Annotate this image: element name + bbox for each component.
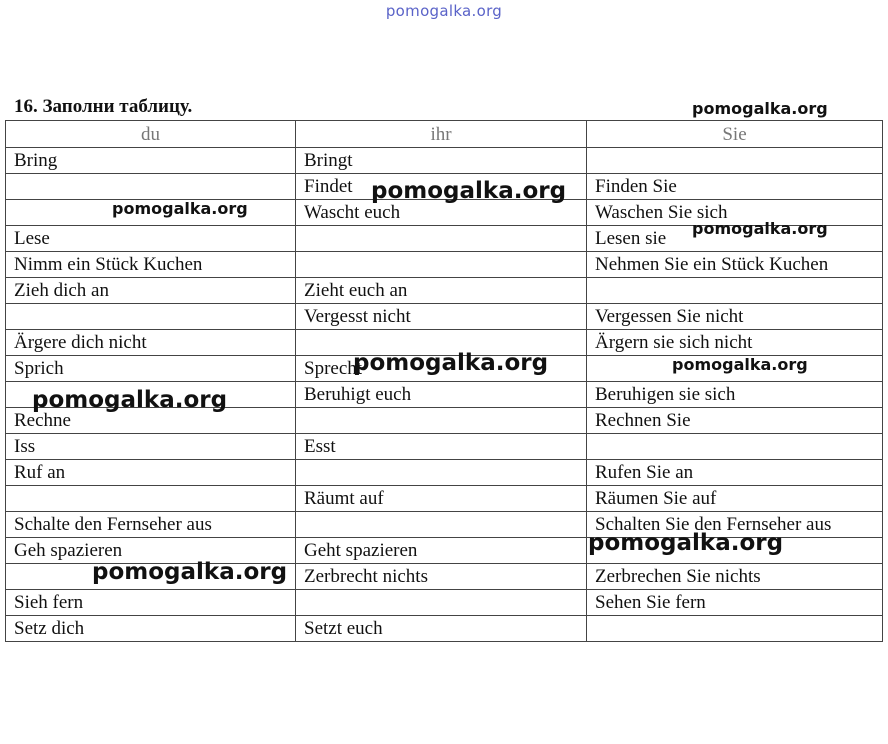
table-cell-ihr: Zieht euch an xyxy=(296,278,587,304)
table-cell-sie: Beruhigen sie sich xyxy=(587,382,883,408)
table-cell-du: Rechne xyxy=(6,408,296,434)
table-cell-du: Nimm ein Stück Kuchen xyxy=(6,252,296,278)
table-row xyxy=(6,278,883,304)
table-cell-ihr: Setzt euch xyxy=(296,616,587,642)
watermark-text: pomogalka.org xyxy=(32,387,228,413)
table-cell-du: Lese xyxy=(6,226,296,252)
table-cell-ihr: Sprecht xyxy=(296,356,587,382)
table-row xyxy=(6,616,883,642)
table-cell-sie xyxy=(587,148,883,174)
table-cell-ihr: Vergesst nicht xyxy=(296,304,587,330)
column-header-du: du xyxy=(6,121,296,148)
table-cell-du: Bring xyxy=(6,148,296,174)
watermark-text: pomogalka.org xyxy=(672,355,808,374)
table-cell-ihr: Räumt auf xyxy=(296,486,587,512)
table-cell-sie: Sehen Sie fern xyxy=(587,590,883,616)
table-cell-du: Geh spazieren xyxy=(6,538,296,564)
table-cell-ihr: Bringt xyxy=(296,148,587,174)
table-cell-ihr: Wascht euch xyxy=(296,200,587,226)
table-row xyxy=(6,486,883,512)
watermark-text: pomogalka.org xyxy=(692,219,828,238)
table-cell-du xyxy=(6,486,296,512)
table-row xyxy=(6,434,883,460)
table-cell-sie: Lesen sie xyxy=(587,226,883,252)
table-cell-ihr xyxy=(296,460,587,486)
table-cell-sie: Finden Sie xyxy=(587,174,883,200)
table-row xyxy=(6,304,883,330)
table-cell-sie: Nehmen Sie ein Stück Kuchen xyxy=(587,252,883,278)
table-cell-du: Setz dich xyxy=(6,616,296,642)
watermark-text: pomogalka.org xyxy=(371,178,567,204)
table-cell-du: Ruf an xyxy=(6,460,296,486)
table-cell-sie: Rechnen Sie xyxy=(587,408,883,434)
site-header-watermark: pomogalka.org xyxy=(385,2,503,20)
table-row xyxy=(6,460,883,486)
table-cell-ihr xyxy=(296,590,587,616)
watermark-text: pomogalka.org xyxy=(692,99,828,118)
table-cell-ihr: Beruhigt euch xyxy=(296,382,587,408)
table-cell-sie: Rufen Sie an xyxy=(587,460,883,486)
table-cell-du: Schalte den Fernseher aus xyxy=(6,512,296,538)
table-cell-sie: Räumen Sie auf xyxy=(587,486,883,512)
watermark-text: pomogalka.org xyxy=(112,199,248,218)
table-cell-sie: Vergessen Sie nicht xyxy=(587,304,883,330)
table-cell-ihr: Findet xyxy=(296,174,587,200)
table-cell-du: Sprich xyxy=(6,356,296,382)
table-cell-sie: Schalten Sie den Fernseher aus xyxy=(587,512,883,538)
watermark-text: pomogalka.org xyxy=(353,350,549,376)
table-cell-ihr xyxy=(296,252,587,278)
table-cell-du: Sieh fern xyxy=(6,590,296,616)
table-cell-du: Zieh dich an xyxy=(6,278,296,304)
table-cell-du: Iss xyxy=(6,434,296,460)
table-cell-ihr: Zerbrecht nichts xyxy=(296,564,587,590)
column-header-sie: Sie xyxy=(587,121,883,148)
table-cell-sie: Ärgern sie sich nicht xyxy=(587,330,883,356)
table-cell-du xyxy=(6,174,296,200)
table-cell-ihr: Esst xyxy=(296,434,587,460)
table-cell-ihr xyxy=(296,226,587,252)
table-row xyxy=(6,252,883,278)
column-header-ihr: ihr xyxy=(296,121,587,148)
table-cell-sie: Zerbrechen Sie nichts xyxy=(587,564,883,590)
table-cell-sie: Waschen Sie sich xyxy=(587,200,883,226)
table-cell-sie xyxy=(587,434,883,460)
watermark-text: pomogalka.org xyxy=(588,530,784,556)
table-row xyxy=(6,148,883,174)
table-cell-sie xyxy=(587,278,883,304)
table-cell-du: Ärgere dich nicht xyxy=(6,330,296,356)
table-row xyxy=(6,590,883,616)
table-cell-du xyxy=(6,304,296,330)
watermark-text: pomogalka.org xyxy=(92,559,288,585)
table-cell-sie xyxy=(587,616,883,642)
table-cell-ihr xyxy=(296,408,587,434)
table-cell-ihr xyxy=(296,512,587,538)
table-cell-ihr: Geht spazieren xyxy=(296,538,587,564)
task-title: 16. Заполни таблицу. xyxy=(14,96,193,117)
table-header-row xyxy=(6,121,883,148)
